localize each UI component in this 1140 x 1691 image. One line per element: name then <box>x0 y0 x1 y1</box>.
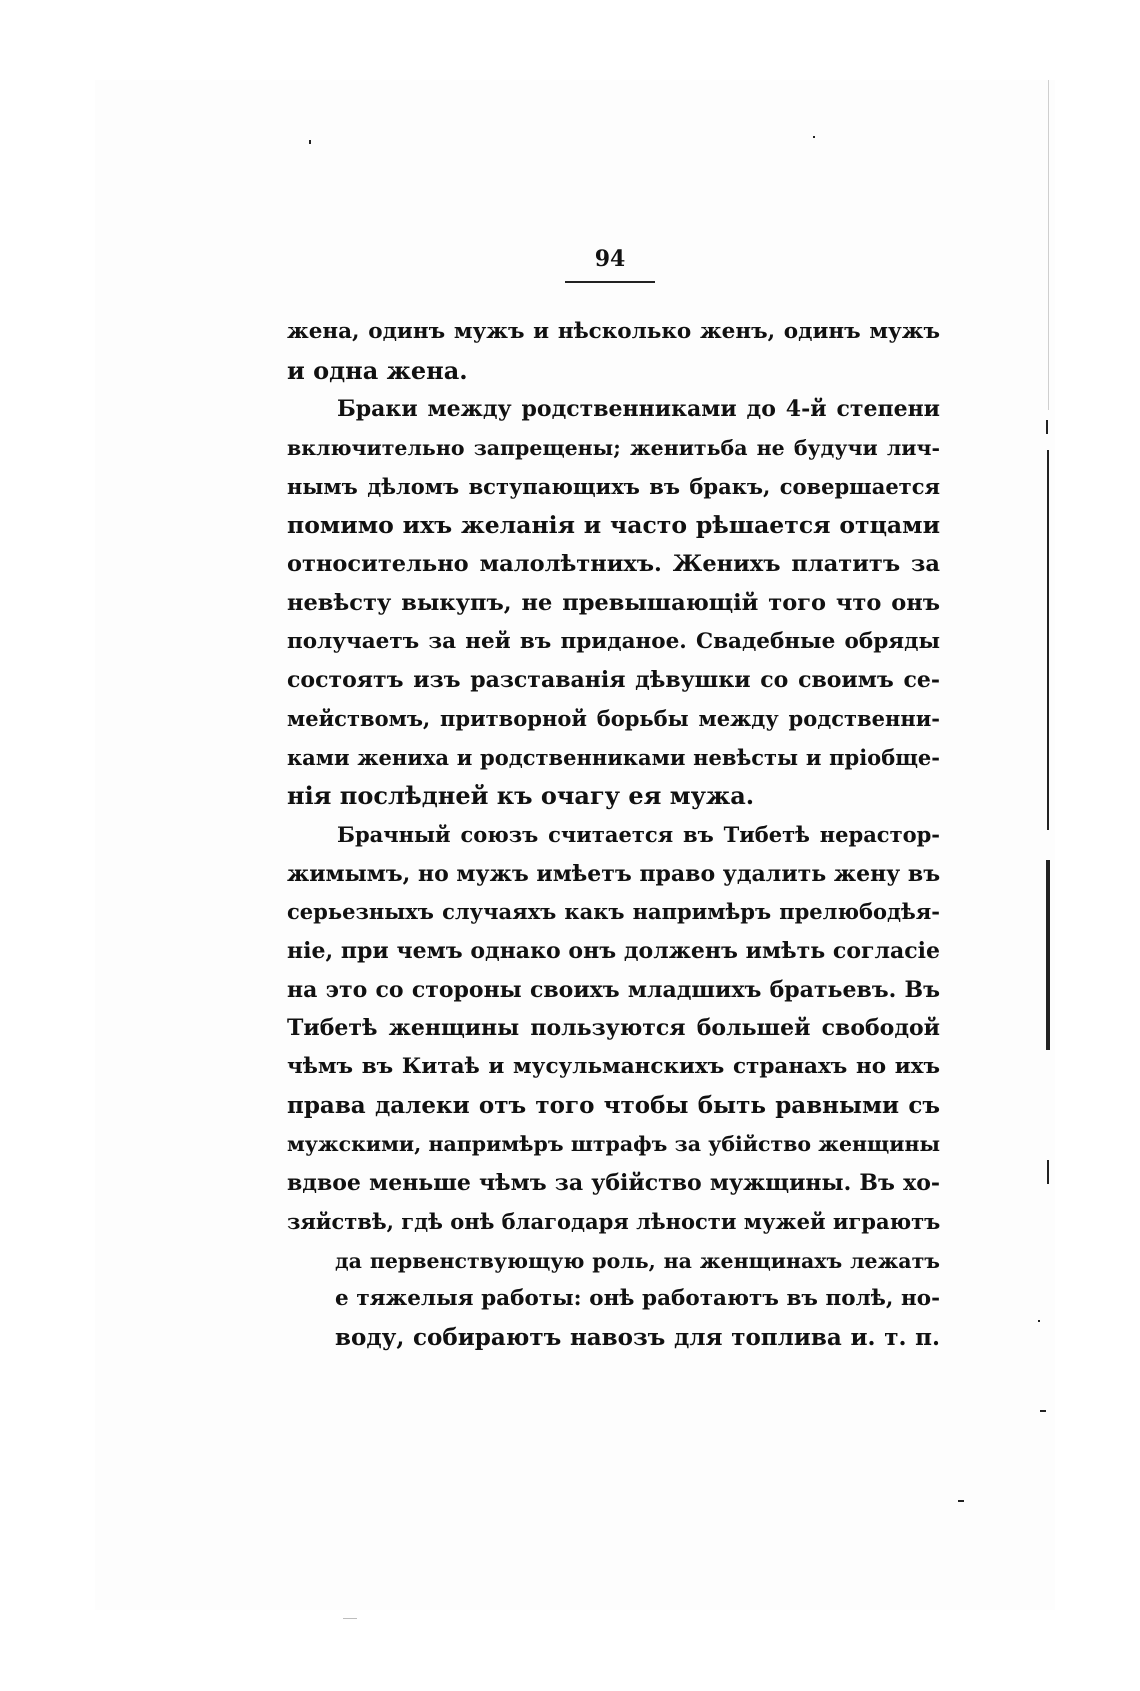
scan-margin-mark <box>1046 860 1050 1050</box>
text-line: невѣсту выкупъ, не превышающій того что онъ <box>287 589 940 616</box>
text-line: включительно запрещены; женитьба не будучи лич- <box>287 436 940 461</box>
text-line: зяйствѣ, гдѣ онѣ благодаря лѣности мужей играютъ <box>287 1208 940 1234</box>
text-line: Тибетѣ женщины пользуются большей свободой <box>287 1015 940 1042</box>
paragraph-first-line: Браки между родственниками до 4-й степени <box>337 396 940 423</box>
text-line: помимо ихъ желанія и часто рѣшается отцами <box>287 511 940 540</box>
text-line: относительно малолѣтнихъ. Женихъ платитъ за <box>287 551 940 578</box>
scan-margin-mark <box>1046 420 1048 434</box>
text-line: ками жениха и родственниками невѣсты и пріобще- <box>287 744 940 770</box>
scan-margin-mark <box>343 1618 357 1619</box>
body-text <box>287 313 940 1358</box>
text-line: жена, одинъ мужъ и нѣсколько женъ, одинъ мужъ <box>287 319 940 344</box>
text-line: и одна жена. <box>287 355 468 385</box>
scan-margin-mark <box>1038 1320 1040 1322</box>
text-line: на это со стороны своихъ младшихъ братьевъ. Въ <box>287 976 940 1003</box>
text-line: ніе, при чемъ однако онъ долженъ имѣть согласіе <box>287 938 940 964</box>
text-line: мужскими, напримѣръ штрафъ за убійство женщины <box>287 1132 940 1157</box>
text-line: нія послѣдней къ очагу ея мужа. <box>287 781 755 811</box>
scan-margin-mark <box>1047 1160 1049 1184</box>
scan-margin-mark <box>1047 450 1049 830</box>
page-number: 94 <box>594 246 626 272</box>
text-line: получаетъ за ней въ приданое. Свадебные обряды <box>287 628 940 654</box>
text-line: чѣмъ въ Китаѣ и мусульманскихъ странахъ но ихъ <box>287 1054 940 1080</box>
text-line: нымъ дѣломъ вступающихъ въ бракъ, совершается <box>287 473 940 499</box>
text-line: состоятъ изъ разставанія дѣвушки со своимъ се- <box>287 667 940 694</box>
text-line: да первенствующую роль, на женщинахъ лежатъ <box>335 1248 940 1273</box>
scan-margin-mark <box>958 1500 964 1502</box>
text-line: е тяжелыя работы: онѣ работаютъ въ полѣ, но- <box>335 1286 940 1312</box>
scan-margin-mark <box>813 136 815 138</box>
scan-margin-line <box>1048 80 1049 410</box>
text-line: вдвое меньше чѣмъ за убійство мужщины. Въ хо- <box>287 1170 940 1197</box>
text-line: воду, собираютъ навозъ для топлива и. т. п. <box>335 1323 940 1351</box>
text-line: серьезныхъ случаяхъ какъ напримѣръ прелюбодѣя- <box>287 899 940 925</box>
page-number-rule <box>565 281 655 283</box>
scan-margin-mark <box>1040 1410 1046 1412</box>
text-line: права далеки отъ того чтобы быть равными съ <box>287 1091 940 1119</box>
paragraph-first-line: Брачный союзъ считается въ Тибетѣ нерастор- <box>337 821 940 847</box>
text-line: жимымъ, но мужъ имѣетъ право удалить жену въ <box>287 860 940 887</box>
text-line: мействомъ, притворной борьбы между родственни- <box>287 705 940 731</box>
scan-margin-mark <box>309 140 311 144</box>
